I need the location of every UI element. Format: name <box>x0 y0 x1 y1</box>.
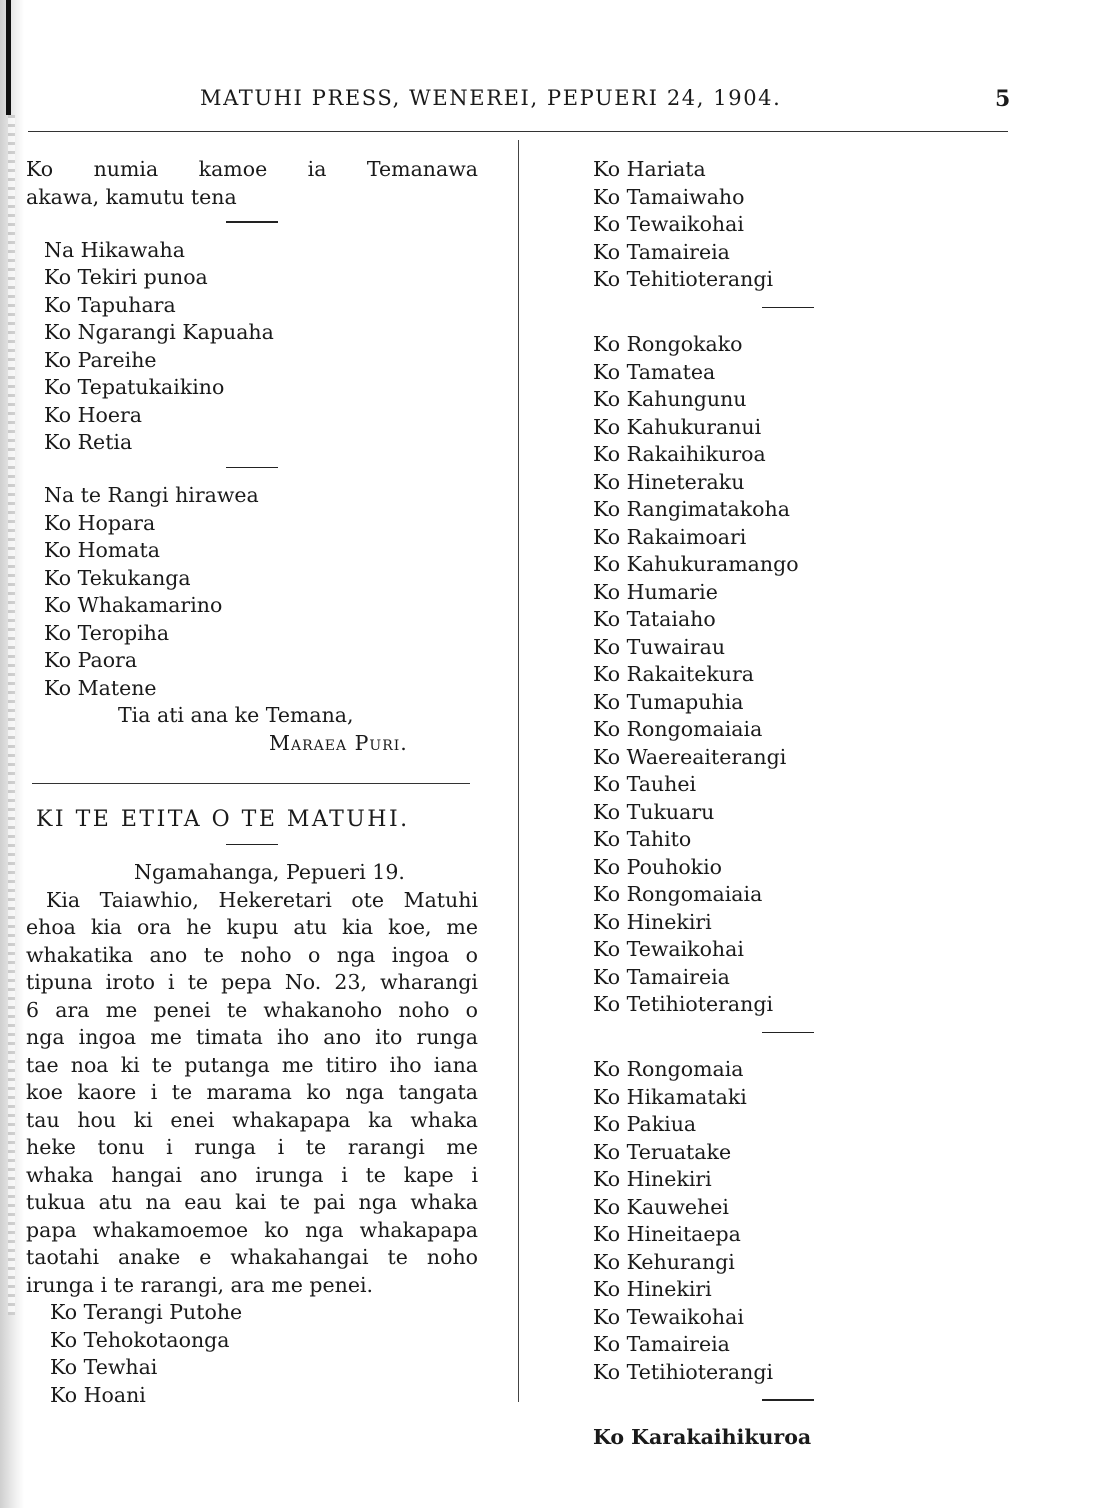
list-item: Ko Hoera <box>44 402 142 427</box>
short-rule <box>762 307 814 309</box>
list-item: Ko Hoani <box>50 1382 146 1407</box>
list-item: Ko Kahukuramango <box>593 552 799 576</box>
name-list-rangi-hirawea <box>26 482 478 702</box>
letter-closing: Tia ati ana ke Temana, <box>118 703 354 727</box>
letter-dateline: Ngamahanga, Pepueri 19. <box>134 860 405 884</box>
list-item: Ko Tumapuhia <box>593 689 744 714</box>
short-rule <box>226 221 278 223</box>
list-item: Ko Tukuaru <box>593 799 715 824</box>
list-item: Ko Rongomaia <box>593 1057 744 1081</box>
list-item: Ko Hinekiri <box>593 909 712 934</box>
final-list-item: Ko Karakaihikuroa <box>593 1424 812 1449</box>
list-item: Ko Paora <box>44 648 138 672</box>
list-item: Ko Teruatake <box>593 1139 732 1164</box>
list-item: Ko Tekukanga <box>44 565 191 590</box>
list-item: Ko Hineitaepa <box>593 1222 741 1246</box>
list-item: Ko Tewhai <box>50 1355 158 1379</box>
list-item: Ko Hinekiri <box>593 1167 712 1191</box>
short-rule <box>762 1399 814 1401</box>
list-item: Ko Tapuhara <box>44 292 176 317</box>
list-item: Ko Hinekiri <box>593 1277 712 1301</box>
letter-line: heke tonu i runga i te rarangi me <box>26 1135 478 1159</box>
name-list-right-2 <box>593 331 863 1019</box>
list-item: Ko Tetihioterangi <box>593 992 774 1016</box>
name-list-right-3 <box>593 1056 863 1386</box>
intro-line: akawa, kamutu tena <box>26 184 237 209</box>
letter-line: irunga i te rarangi, ara me penei. <box>26 1272 374 1297</box>
list-item: Ko Tauhei <box>593 772 697 796</box>
list-item: Ko Kehurangi <box>593 1249 735 1274</box>
letter-line: whakatika ano te noho o nga ingoa o <box>26 942 478 967</box>
list-item: Ko Hariata <box>593 157 706 181</box>
list-item: Ko Tamaireia <box>593 1332 730 1356</box>
list-item: Ko Kahungunu <box>593 387 747 411</box>
list-item: Ko Tewaikohai <box>593 937 744 961</box>
list-item: Ko Rongomaiaia <box>593 882 763 906</box>
list-item: Ko Hikamataki <box>593 1084 747 1109</box>
list-item: Ko Tehitioterangi <box>593 267 774 291</box>
list-item: Ko Pakiua <box>593 1112 697 1136</box>
short-rule <box>226 467 278 469</box>
list-item: Ko Tehokotaonga <box>50 1327 230 1352</box>
list-item: Ko Tewaikohai <box>593 212 744 236</box>
list-item: Ko Terangi Putohe <box>50 1300 243 1324</box>
page-edge-speckle <box>8 115 15 1315</box>
list-item: Ko Tamatea <box>593 359 716 384</box>
list-item: Ko Hopara <box>44 510 156 535</box>
page-number: 5 <box>995 86 1011 112</box>
list-item: Ko Matene <box>44 675 157 700</box>
right-column <box>593 156 863 1451</box>
letter-signature: Maraea Puri. <box>269 730 408 755</box>
list-item: Ko Tataiaho <box>593 607 716 631</box>
header-rule <box>28 131 1008 132</box>
letter-line: tukua atu na eau kai te pai nga whaka <box>26 1190 478 1214</box>
list-item: Ko Tahito <box>593 827 692 851</box>
list-item: Ko Pareihe <box>44 347 157 372</box>
name-list-right-1 <box>593 156 863 294</box>
letter-line: 6 ara me penei te whakanoho noho o <box>26 997 478 1022</box>
short-rule <box>226 844 278 846</box>
left-column <box>26 156 478 1409</box>
letter-line: tipuna iroto i te pepa No. 23, wharangi <box>26 970 478 994</box>
list-item: Ko Waereaiterangi <box>593 744 787 769</box>
list-item: Ko Teropiha <box>44 620 170 645</box>
list-item: Na te Rangi hirawea <box>44 483 259 507</box>
list-item: Ko Homata <box>44 538 160 562</box>
letter-line: taotahi anake e whakahangai te noho <box>26 1245 478 1269</box>
letter-line: Kia Taiawhio, Hekeretari ote Matuhi <box>46 887 478 912</box>
list-item: Ko Rakaimoari <box>593 524 747 549</box>
page-edge-bar <box>6 0 11 115</box>
list-item: Ko Tewaikohai <box>593 1304 744 1329</box>
list-item: Ko Tamaiwaho <box>593 184 745 209</box>
letter-line: tae noa ki te putanga me titiro iho iana <box>26 1052 478 1077</box>
list-item: Ko Rongokako <box>593 332 743 356</box>
name-list-after-letter <box>26 1299 478 1409</box>
list-item: Ko Kahukuranui <box>593 414 762 439</box>
letter-line: papa whakamoemoe ko nga whakapapa <box>26 1217 478 1242</box>
column-divider <box>518 140 519 1402</box>
list-item: Ko Whakamarino <box>44 593 223 617</box>
letter-line: whaka hangai ano irunga i te kape i <box>26 1162 478 1187</box>
letter-body <box>26 887 478 1300</box>
list-item: Ko Tepatukaikino <box>44 375 225 399</box>
list-item: Ko Pouhokio <box>593 854 722 879</box>
list-item: Ko Rakaitekura <box>593 662 754 686</box>
letter-line: nga ingoa me timata iho ano ito runga <box>26 1025 478 1049</box>
list-item: Ko Rakaihikuroa <box>593 442 766 466</box>
list-item: Ko Tetihioterangi <box>593 1359 774 1384</box>
name-list-hikawaha <box>26 237 478 457</box>
list-item: Ko Rongomaiaia <box>593 717 763 741</box>
short-rule <box>762 1032 814 1034</box>
list-item: Ko Ngarangi Kapuaha <box>44 320 274 344</box>
list-item: Na Hikawaha <box>44 237 185 262</box>
list-item: Ko Tuwairau <box>593 634 726 659</box>
list-item: Ko Tamaireia <box>593 964 730 989</box>
letter-line: koe kaore i te marama ko nga tangata <box>26 1080 478 1104</box>
list-item: Ko Kauwehei <box>593 1194 729 1219</box>
list-item: Ko Tekiri punoa <box>44 265 208 289</box>
list-item: Ko Retia <box>44 430 133 454</box>
list-item: Ko Rangimatakoha <box>593 497 790 521</box>
intro-line: Ko numia kamoe ia Temanawa <box>26 157 478 181</box>
list-item: Ko Humarie <box>593 579 718 604</box>
section-rule <box>32 783 470 784</box>
list-item: Ko Tamaireia <box>593 239 730 264</box>
section-title: KI TE ETITA O TE MATUHI. <box>36 807 410 832</box>
page-header-title: MATUHI PRESS, WENEREI, PEPUERI 24, 1904. <box>200 86 782 110</box>
letter-line: tau hou ki enei whakapapa ka whaka <box>26 1107 478 1132</box>
list-item: Ko Hineteraku <box>593 469 745 494</box>
letter-line: ehoa kia ora he kupu atu kia koe, me <box>26 915 478 939</box>
